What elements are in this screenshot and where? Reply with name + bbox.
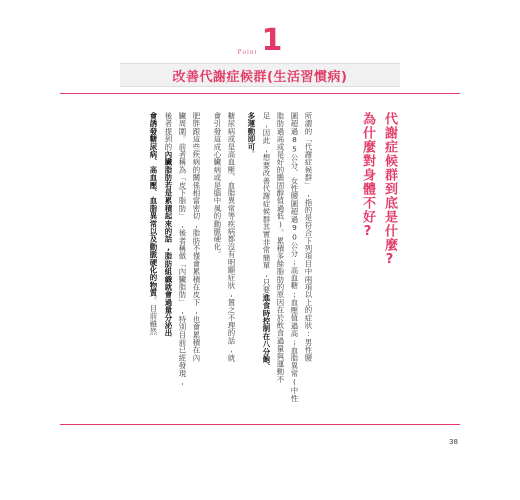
body-emphasis: 會誘發糖尿病、高血壓、血脂異常以及動脈硬化的物質 [149,112,158,297]
body-line [147,112,159,335]
body-text: 後者提到的 [164,112,173,151]
point-number: 1 [261,23,283,58]
section-title: 改善代謝症候群(生活習慣病) [172,69,348,85]
header-divider [60,93,460,94]
point-label: Point [237,48,258,56]
body-text: 足,因此,想要改善代謝症候群其實非常簡單,只要 [262,112,271,294]
body-emphasis: 多運動即可 [247,112,256,151]
question-line-2: 為什麼對身體不好? [360,112,375,240]
body-line: 圍超過85公分、女性腰圍超過90公分;高血糖;血壓值過高;血脂異常(中性 [290,112,299,402]
point-heading [0,23,520,58]
question-line-1: 代謝症候群到底是什麼? [382,112,397,268]
body-line [245,112,257,158]
body-line: 脂肪過高或是好的膽固醇值過低)。累積多餘脂肪的原因在於飲食過量與運動不 [276,112,285,384]
body-emphasis: 進食時控制在八分飽、 [262,293,271,371]
body-line: 會引發這成心臟病或是腦中風的動脈硬化。 [213,112,222,259]
body-line: 臟周圍。前者稱為「皮下脂肪」,後者稱做「內臟脂肪」,特別目前已經發現, [178,112,187,387]
page-number: 38 [449,438,458,446]
body-text: 。目前雖然 [149,296,158,336]
body-line [162,112,174,337]
body-emphasis: 內臟脂肪若是累積起來的話,脂肪組織就會過量分泌出 [164,150,173,337]
body-line: 肥胖跟這些疾病的關係相當密切,脂肪不僅會累積在皮下,也會累積在內 [192,112,201,362]
footer-divider [60,424,460,425]
section-banner [120,63,400,87]
body-line: 所謂的「代謝症候群」,指的是符合下列項目中兩項以上的症狀:男性腰 [304,112,313,362]
body-line [260,112,272,371]
body-line: 糖尿病或是高血壓、血脂異常等疾病都沒有明顯症狀,置之不理的話,就 [227,112,236,362]
body-text: 。 [247,150,256,159]
